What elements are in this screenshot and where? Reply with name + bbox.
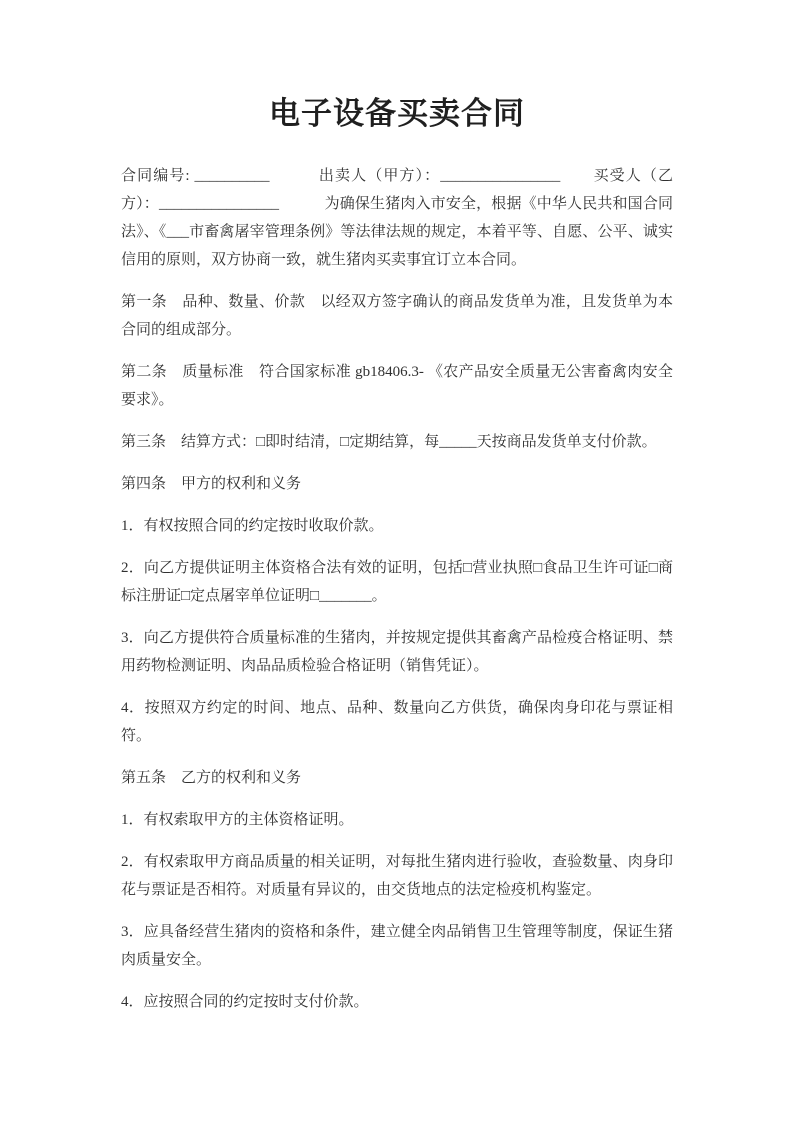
paragraph-clause-3: 第三条 结算方式：□即时结清，□定期结算，每_____天按商品发货单支付价款。 <box>121 434 657 450</box>
paragraph-clause-4-heading: 第四条 甲方的权利和义务 <box>121 476 302 492</box>
paragraph-clause-1: 第一条 品种、数量、价款 以经双方签字确认的商品发货单为准，且发货单为本合同的组成部分。 <box>121 294 673 338</box>
paragraph-clause-5-item-4: 4．应按照合同的约定按时支付价款。 <box>121 994 369 1010</box>
paragraph-clause-2: 第二条 质量标准 符合国家标准 gb18406.3- 《农产品安全质量无公害畜禽肉安全要求》。 <box>121 364 673 408</box>
paragraph-clause-4-item-3: 3．向乙方提供符合质量标准的生猪肉，并按规定提供其畜禽产品检疫合格证明、禁用药物检测证明、肉品品质检验合格证明（销售凭证）。 <box>121 630 673 674</box>
paragraph-clause-4-item-2: 2．向乙方提供证明主体资格合法有效的证明，包括□营业执照□食品卫生许可证□商标注册证□定点屠宰单位证明□_______。 <box>121 560 673 604</box>
paragraph-clause-4-item-4: 4．按照双方约定的时间、地点、品种、数量向乙方供货，确保肉身印花与票证相符。 <box>121 700 673 744</box>
paragraph-clause-5-item-1: 1．有权索取甲方的主体资格证明。 <box>121 812 354 828</box>
paragraph-intro: 合同编号: __________ 出卖人（甲方）：________________ 买受人（乙方）：________________ 为确保生猪肉入市安全，根据《中华人民共和国合同法》、《___市畜禽屠宰管理条例》等法律法规的规定，本着平等、自愿、公平、诚实信用的原则，双方协商一致，就生猪肉买卖事宜订立本合同。 <box>121 168 673 268</box>
paragraph-clause-5-item-2: 2．有权索取甲方商品质量的相关证明，对每批生猪肉进行验收，查验数量、肉身印花与票证是否相符。对质量有异议的，由交货地点的法定检疫机构鉴定。 <box>121 854 673 898</box>
document-title: 电子设备买卖合同 <box>269 96 525 131</box>
contract-body <box>121 162 673 1016</box>
paragraph-clause-4-item-1: 1．有权按照合同的约定按时收取价款。 <box>121 518 384 534</box>
paragraph-clause-5-item-3: 3．应具备经营生猪肉的资格和条件，建立健全肉品销售卫生管理等制度，保证生猪肉质量安全。 <box>121 924 673 968</box>
paragraph-clause-5-heading: 第五条 乙方的权利和义务 <box>121 770 302 786</box>
